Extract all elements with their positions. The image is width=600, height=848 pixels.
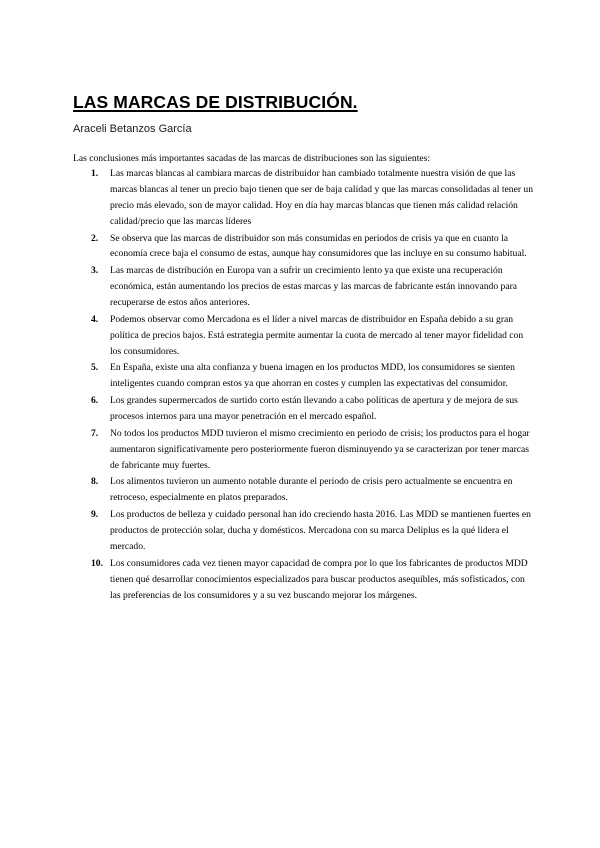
list-item bbox=[73, 312, 533, 360]
list-item-text: No todos los productos MDD tuvieron el mismo crecimiento en periodo de crisis; los productos para el hogar aumentaron significativamente pero posteriormente fueron disminuyendo ya se caracterizan por tener marcas de fabricante muy fuertes. bbox=[110, 427, 530, 471]
list-item-number: 1. bbox=[91, 168, 99, 179]
list-item-text: Los consumidores cada vez tienen mayor capacidad de compra por lo que los fabricantes de productos MDD tienen qué desarrollar conocimientos especializados para buscar productos asequibles, más sofisticados, con las preferencias de los consumidores y a su vez buscando mejorar los márgenes. bbox=[110, 557, 528, 601]
list-item-text: Los productos de belleza y cuidado personal han ido creciendo hasta 2016. Las MDD se mantienen fuertes en productos de protección solar, ducha y domésticos. Mercadona con su marca Deliplus es la qué lidera el mercado. bbox=[110, 509, 531, 552]
list-item-text: Las marcas blancas al cambiara marcas de distribuidor han cambiado totalmente nuestra visión de que las marcas blancas al tener un precio bajo tienen que ser de baja calidad y que las marcas consolidadas al tener un precio más elevado, son de mayor calidad. Hoy en día hay marcas blancas que tienen más calidad relación calidad/precio que las marcas líderes bbox=[110, 168, 534, 227]
list-item bbox=[73, 166, 533, 230]
list-item bbox=[73, 507, 533, 555]
list-item-text: Se observa que las marcas de distribuidor son más consumidas en periodos de crisis ya que en cuanto la economía crece baja el consumo de estas, aunque hay consumidores que las incluye en su consumo habitual. bbox=[110, 232, 527, 260]
document-title: LAS MARCAS DE DISTRIBUCIÓN. bbox=[73, 92, 358, 112]
list-item-text: Los alimentos tuvieron un aumento notable durante el periodo de crisis pero actualmente se encuentra en retroceso, especialmente en platos preparados. bbox=[110, 476, 513, 504]
list-item bbox=[73, 426, 533, 474]
list-item-number: 4. bbox=[91, 313, 99, 325]
list-item bbox=[73, 263, 533, 311]
list-item-text: Los grandes supermercados de surtido corto están llevando a cabo políticas de apertura y de mejora de sus procesos internos para una mayor penetración en el mercado español. bbox=[110, 395, 518, 423]
list-item-text: En España, existe una alta confianza y buena imagen en los productos MDD, los consumidores se sienten inteligentes cuando compran estos ya que ahorran en costes y cumplen las expectativas del consumidor. bbox=[110, 362, 515, 390]
list-item bbox=[73, 231, 533, 263]
list-item-number: 3. bbox=[91, 265, 99, 277]
list-item-text: Podemos observar como Mercadona es el líder a nivel marcas de distribuidor en España debido a su gran política de precios bajos. Está estrategia permite aumentar la cuota de mercado al tener mayor fidelidad con los consumidores. bbox=[110, 313, 524, 357]
conclusions-list bbox=[73, 166, 533, 604]
list-item-text: Las marcas de distribución en Europa van a sufrir un crecimiento lento ya que existe una recuperación económica, están aumentando los precios de estas marcas y las marcas de fabricante están innovando para recuperarse de estos años anteriores. bbox=[110, 265, 518, 309]
list-item-number: 5. bbox=[91, 362, 99, 374]
list-item bbox=[73, 360, 533, 392]
list-item-number: 7. bbox=[91, 427, 99, 439]
list-item-number: 2. bbox=[91, 232, 99, 244]
list-item bbox=[73, 393, 533, 425]
list-item-number: 10. bbox=[91, 557, 103, 569]
list-item bbox=[73, 556, 533, 604]
intro-paragraph: Las conclusiones más importantes sacadas de las marcas de distribuciones son las siguientes: bbox=[73, 153, 431, 164]
list-item-number: 9. bbox=[91, 509, 99, 521]
list-item-number: 8. bbox=[91, 476, 99, 488]
list-item bbox=[73, 474, 533, 506]
author-name: Araceli Betanzos García bbox=[73, 123, 192, 135]
list-item-number: 6. bbox=[91, 395, 99, 407]
